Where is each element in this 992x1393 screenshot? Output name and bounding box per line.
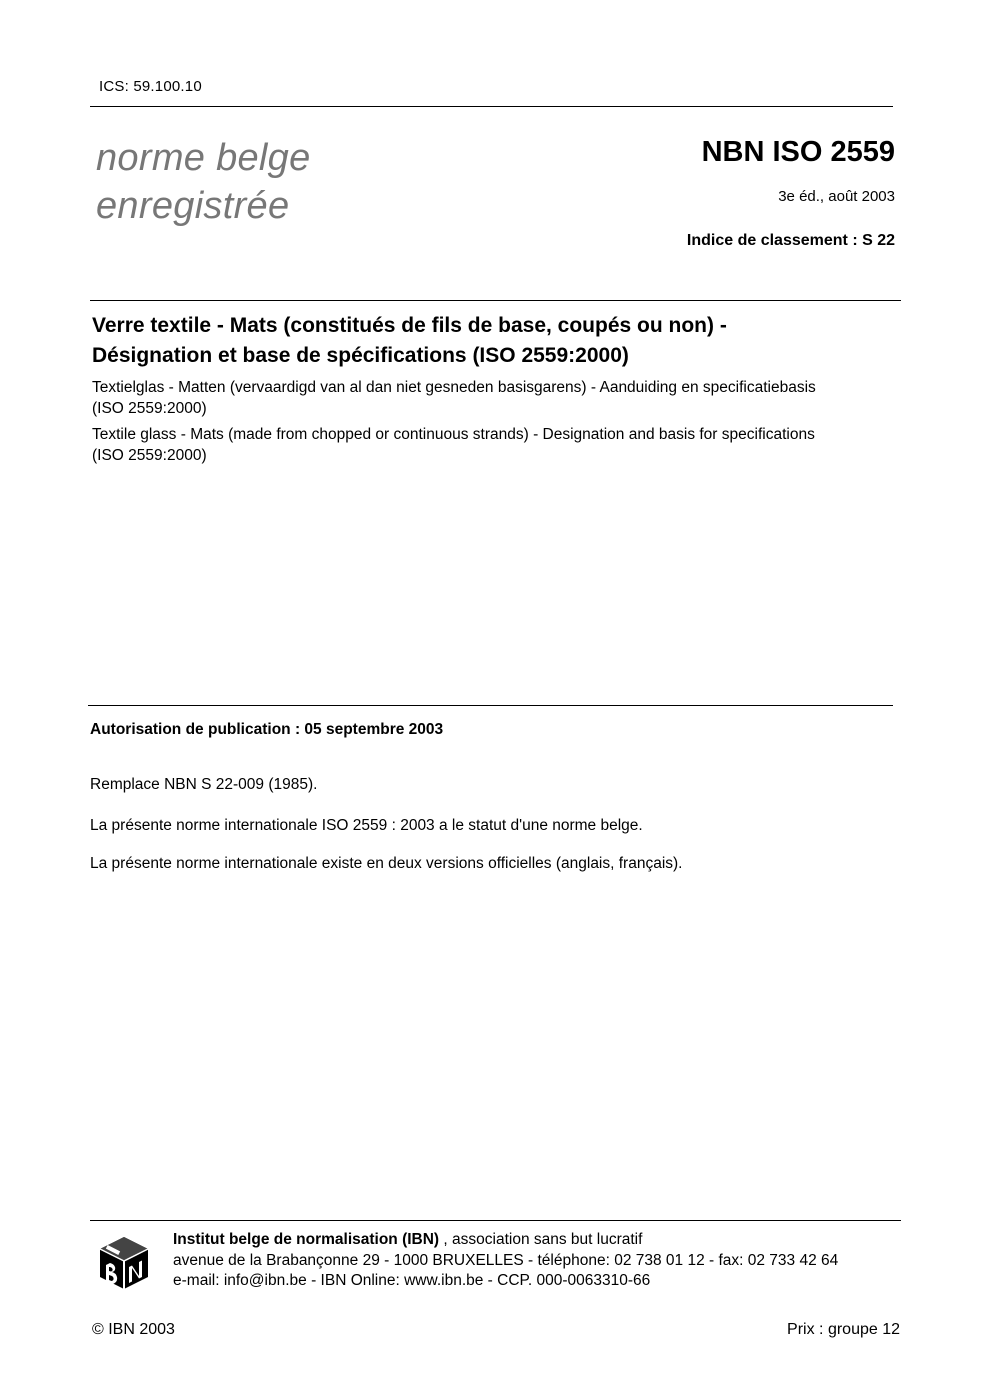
brand-line-1: norme belge <box>96 137 311 179</box>
title-french-line-1: Verre textile - Mats (constitués de fils de base, coupés ou non) - <box>92 314 727 337</box>
versions-note: La présente norme internationale existe en deux versions officielles (anglais, français). <box>90 855 683 872</box>
price-group: Prix : groupe 12 <box>787 1321 900 1338</box>
copyright: © IBN 2003 <box>92 1321 175 1338</box>
title-dutch-line-2: (ISO 2559:2000) <box>92 400 207 417</box>
classification-index: Indice de classement : S 22 <box>686 232 895 249</box>
institute-name: Institut belge de normalisation (IBN) <box>173 1231 440 1248</box>
institute-suffix: , association sans but lucratif <box>439 1231 643 1248</box>
title-french-line-2: Désignation et base de spécifications (ISO 2559:2000) <box>92 344 629 367</box>
standard-number: NBN ISO 2559 <box>701 136 895 168</box>
title-english-line-2: (ISO 2559:2000) <box>92 447 207 464</box>
ics-code: ICS: 59.100.10 <box>99 78 202 95</box>
institute-address: avenue de la Brabançonne 29 - 1000 BRUXELLES - téléphone: 02 738 01 12 - fax: 02 733 42 64 <box>173 1252 839 1269</box>
publication-authorization: Autorisation de publication : 05 septembre 2003 <box>90 721 444 738</box>
title-divider <box>90 300 901 301</box>
status-note: La présente norme internationale ISO 2559 : 2003 a le statut d'une norme belge. <box>90 817 643 834</box>
footer-divider <box>90 1220 901 1221</box>
publication-divider <box>88 705 893 706</box>
institute-line <box>173 1231 642 1249</box>
replaces-note: Remplace NBN S 22-009 (1985). <box>90 776 318 793</box>
ibn-logo-icon <box>98 1235 150 1291</box>
brand-line-2: enregistrée <box>96 185 290 227</box>
header-divider <box>90 106 893 107</box>
title-english-line-1: Textile glass - Mats (made from chopped or continuous strands) - Designation and basis for specifications <box>92 426 815 443</box>
edition-date: 3e éd., août 2003 <box>778 188 895 205</box>
title-dutch-line-1: Textielglas - Matten (vervaardigd van al dan niet gesneden basisgarens) - Aanduiding en specificatiebasis <box>92 379 816 396</box>
institute-contact: e-mail: info@ibn.be - IBN Online: www.ibn.be - CCP. 000-0063310-66 <box>173 1272 651 1289</box>
